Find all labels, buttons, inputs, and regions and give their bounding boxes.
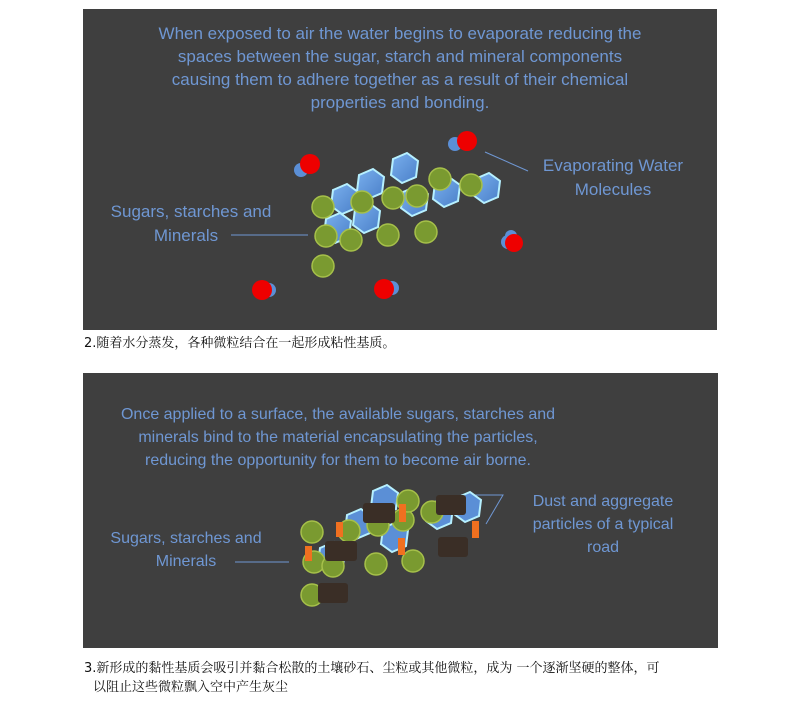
water-molecule-icons: [252, 131, 523, 300]
label-line: road: [586, 539, 620, 556]
caption-step-2: 2.随着水分蒸发，各种微粒结合在一起形成粘性基质。: [84, 336, 396, 351]
particle-illustration: [83, 373, 718, 648]
water-pointer-line: [485, 152, 528, 171]
heading-line: Once applied to a surface, the available sugars, starches and: [120, 406, 556, 423]
particle-illustration: [83, 9, 717, 330]
caption-line: 以阻止这些微粒飘入空中产生灰尘: [93, 680, 289, 695]
caption-line: 3.新形成的黏性基质会吸引并黏合松散的土壤砂石、尘粒或其他微粒，成为 一个逐渐坚硬的整体，可: [84, 661, 660, 676]
label-line: Evaporating Water: [542, 156, 684, 175]
label-line: Minerals: [153, 226, 219, 245]
label-line: Dust and aggregate: [532, 493, 674, 510]
heading-line: reducing the opportunity for them to become air borne.: [145, 452, 531, 469]
label-line: particles of a typical: [532, 516, 674, 533]
heading-line: properties and bonding.: [310, 93, 490, 112]
heading-line: minerals bind to the material encapsulating the particles,: [138, 429, 538, 446]
caption-step-3: [84, 659, 724, 697]
label-line: Sugars, starches and: [110, 202, 272, 221]
heading-line: spaces between the sugar, starch and mineral components: [177, 47, 623, 66]
evaporation-diagram-panel: [83, 9, 717, 330]
binding-diagram-panel: [83, 373, 718, 648]
label-line: Sugars, starches and: [110, 530, 262, 547]
label-line: Minerals: [155, 553, 217, 570]
label-line: Molecules: [574, 180, 652, 199]
heading-line: causing them to adhere together as a result of their chemical: [171, 70, 629, 89]
heading-line: When exposed to air the water begins to evaporate reducing the: [158, 24, 642, 43]
